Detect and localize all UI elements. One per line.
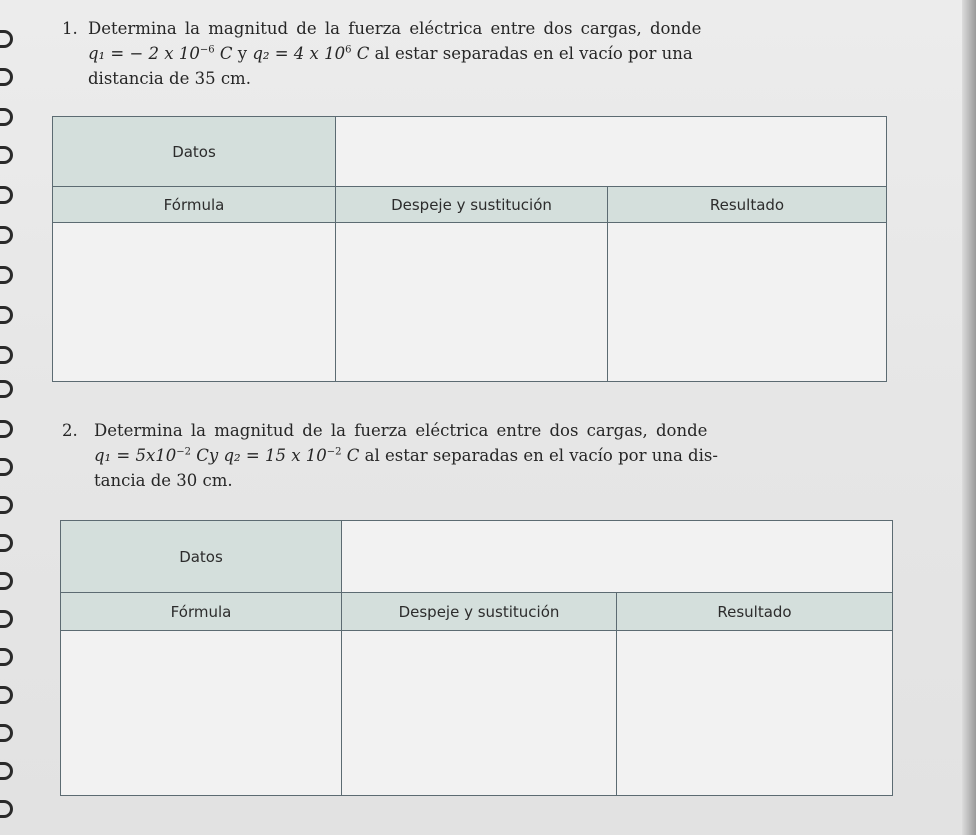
binding-ring [0,610,13,628]
binding-ring [0,68,13,86]
despeje-header: Despeje y sustitución [342,593,617,631]
charge-q2: q₂ = 15 x 10 [223,446,327,465]
binding-ring [0,186,13,204]
binding-ring [0,226,13,244]
statement-continuation: al estar separadas en el vacío por una [374,44,693,63]
charge-q2-unit: C [346,446,360,465]
distance-line: tancia de 30 cm. [94,471,233,490]
resultado-answer-cell[interactable] [617,631,893,796]
binding-ring [0,458,13,476]
formula-answer-cell[interactable] [61,631,342,796]
binding-ring [0,146,13,164]
binding-ring [0,762,13,780]
charges-line [94,443,718,468]
problem-number: 1. [62,19,78,38]
charge-q1-exponent: −6 [199,44,215,56]
datos-answer-cell[interactable] [336,117,887,187]
resultado-answer-cell[interactable] [608,223,887,382]
charge-q2-unit: C [356,44,370,63]
formula-header: Fórmula [53,187,336,223]
problem-number: 2. [62,421,78,440]
problem-1 [62,16,701,91]
binding-ring [0,648,13,666]
problem-statement: Determina la magnitud de la fuerza eléctrica entre dos cargas, donde [88,19,702,38]
resultado-header: Resultado [608,187,887,223]
page-edge-shadow [962,0,976,835]
charge-q2-exponent: −2 [326,446,342,458]
resultado-header: Resultado [617,593,893,631]
charge-q1: q₁ = 5x10 [94,446,177,465]
binding-ring [0,108,13,126]
despeje-answer-cell[interactable] [342,631,617,796]
binding-ring [0,266,13,284]
despeje-header: Despeje y sustitución [336,187,608,223]
problem-2 [62,418,718,493]
binding-ring [0,306,13,324]
charge-q2-exponent: 6 [345,44,352,56]
charges-line [88,41,701,66]
formula-answer-cell[interactable] [53,223,336,382]
charge-q2: q₂ = 4 x 10 [252,44,346,63]
binding-ring [0,420,13,438]
datos-header: Datos [61,521,342,593]
datos-answer-cell[interactable] [342,521,893,593]
binding-ring [0,534,13,552]
charge-q1-unit: C [219,44,233,63]
statement-continuation: al estar separadas en el vacío por una dis- [364,446,718,465]
problem-statement: Determina la magnitud de la fuerza eléctrica entre dos cargas, donde [94,421,708,440]
binding-ring [0,346,13,364]
spiral-binding [0,0,40,835]
distance-line: distancia de 35 cm. [88,69,251,88]
binding-ring [0,686,13,704]
charge-q1: q₁ = − 2 x 10 [88,44,200,63]
charge-q1-unit: Cy [196,446,219,465]
worksheet-table-1 [52,116,887,382]
binding-ring [0,572,13,590]
despeje-answer-cell[interactable] [336,223,608,382]
worksheet-table-2 [60,520,893,796]
binding-ring [0,496,13,514]
datos-header: Datos [53,117,336,187]
connector-word: y [237,44,248,63]
binding-ring [0,724,13,742]
binding-ring [0,380,13,398]
charge-q1-exponent: −2 [176,446,192,458]
formula-header: Fórmula [61,593,342,631]
binding-ring [0,30,13,48]
binding-ring [0,800,13,818]
